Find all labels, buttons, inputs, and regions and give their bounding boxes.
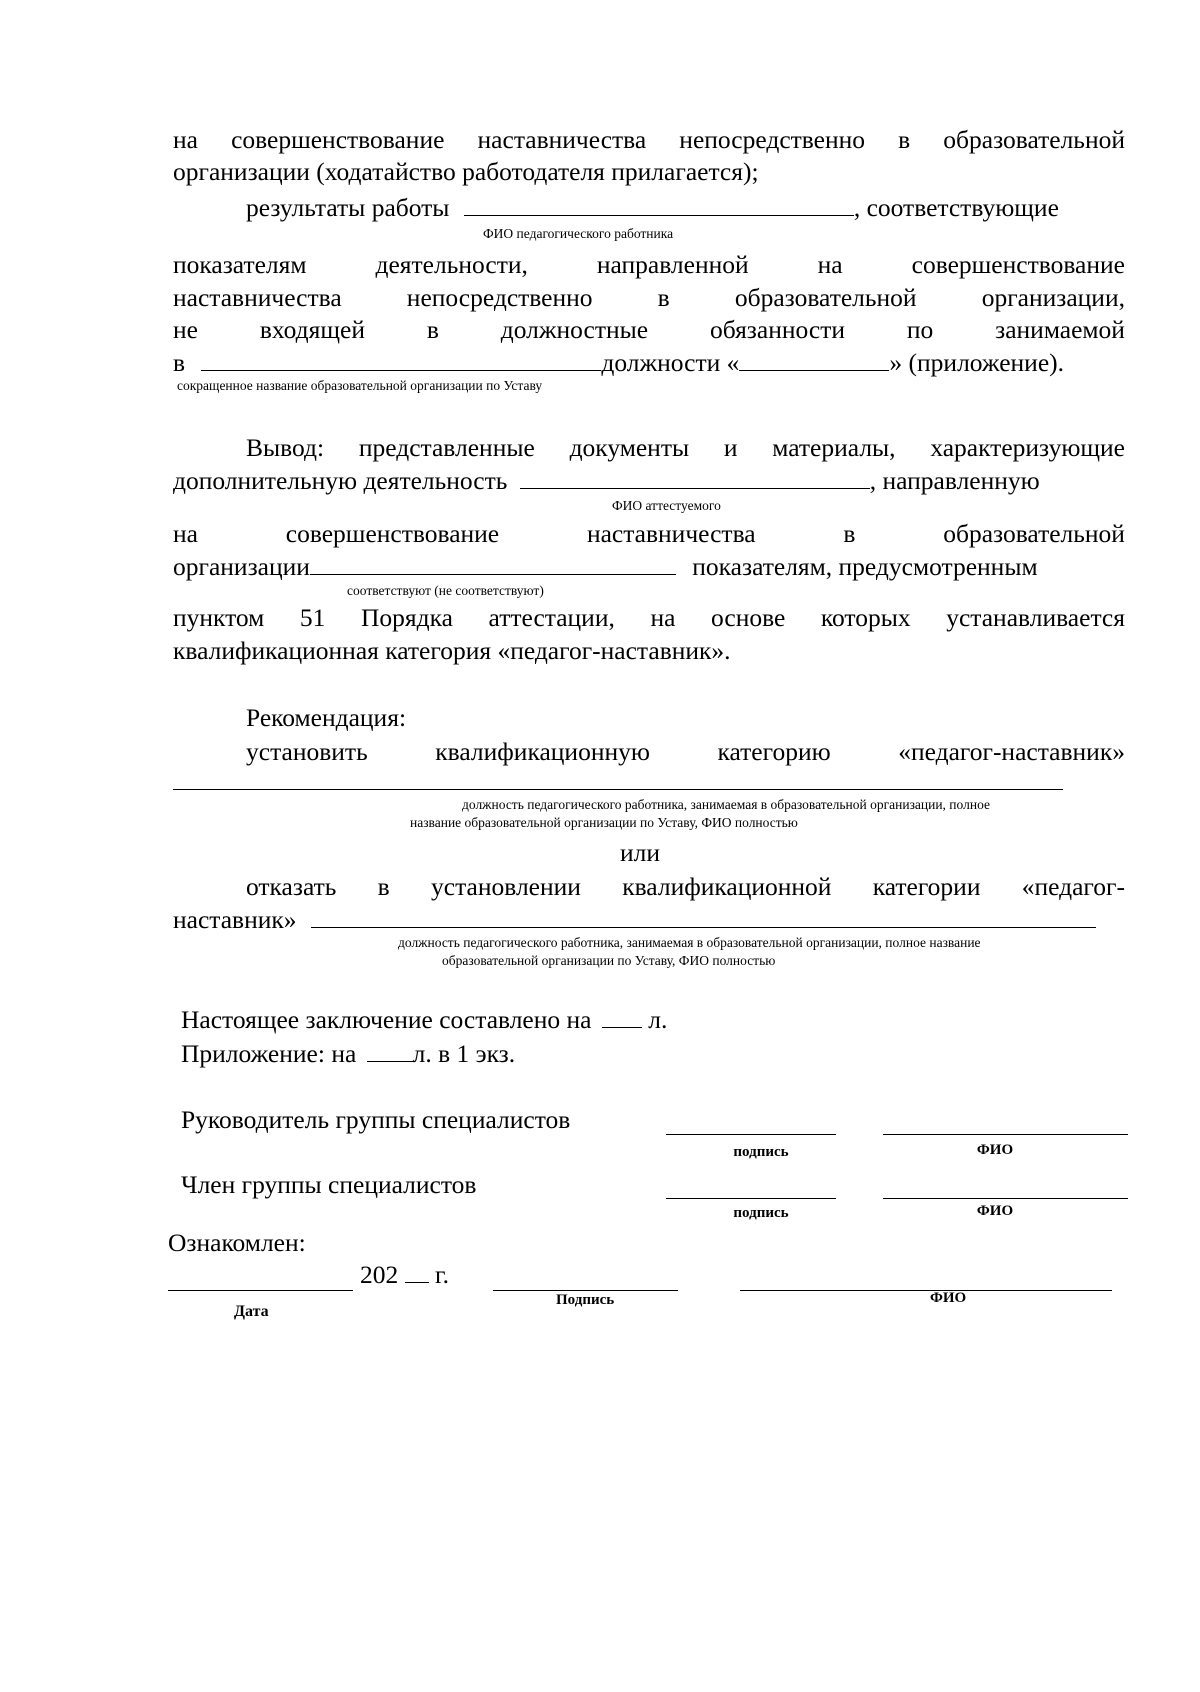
conclusion-line3: на совершенствование наставничества в образовательной xyxy=(173,519,1125,548)
member-fio-hint: ФИО xyxy=(976,1203,1014,1219)
head-fio-field[interactable] xyxy=(883,1134,1128,1135)
ack-fio-hint: ФИО xyxy=(930,1290,967,1306)
fio-teacher-field[interactable] xyxy=(464,193,854,216)
date-hint: Дата xyxy=(234,1303,269,1320)
fio-certified-field[interactable] xyxy=(520,466,870,489)
compliance-field[interactable] xyxy=(310,552,676,575)
pages-count-field[interactable] xyxy=(602,1005,642,1028)
head-of-group-label: Руководитель группы специалистов xyxy=(181,1105,571,1134)
recommendation-heading: Рекомендация: xyxy=(246,703,407,732)
acquainted-label: Ознакомлен: xyxy=(168,1228,306,1257)
hint-org-short-name: сокращенное название образовательной организации по Уставу xyxy=(177,378,543,393)
ack-signature-field[interactable] xyxy=(493,1290,678,1291)
pages-count-line: Настоящее заключение составлено на л. xyxy=(181,1005,668,1034)
recommendation-line1: установить квалификационную категорию «педагог-наставник» xyxy=(246,737,1125,766)
hint-recommend-refuse-2: образовательной организации по Уставу, ФИО полностью xyxy=(442,953,776,968)
p2-line3: наставничества непосредственно в образовательной организации, xyxy=(173,283,1125,312)
member-signature-hint: подпись xyxy=(733,1205,789,1221)
p2-line1: результаты работы , соответствующие xyxy=(246,193,1059,222)
recommendation-line2: отказать в установлении квалификационной категории «педагог- xyxy=(246,872,1125,901)
p1-line2: организации (ходатайство работодателя прилагается); xyxy=(173,157,759,186)
member-signature-field[interactable] xyxy=(666,1198,836,1199)
appendix-line: Приложение: на л. в 1 экз. xyxy=(181,1039,516,1068)
hint-recommend-set-1: должность педагогического работника, занимаемая в образовательной организации, полное xyxy=(462,797,990,812)
conclusion-line4: организации показателям, предусмотренным xyxy=(173,552,1038,581)
conclusion-line2: дополнительную деятельность , направленную xyxy=(173,466,1040,495)
head-signature-hint: подпись xyxy=(733,1144,789,1160)
hint-fio-teacher: ФИО педагогического работника xyxy=(483,226,674,241)
or-separator: или xyxy=(620,838,661,867)
conclusion-line5: пунктом 51 Порядка аттестации, на основе которых устанавливается xyxy=(173,603,1125,632)
date-field[interactable] xyxy=(168,1290,353,1291)
hint-fio-certified: ФИО аттестуемого xyxy=(612,498,721,513)
head-fio-hint: ФИО xyxy=(976,1142,1014,1158)
hint-compliance: соответствуют (не соответствуют) xyxy=(347,583,544,598)
recommend-refuse-field[interactable] xyxy=(311,905,1096,928)
position-field[interactable] xyxy=(739,348,889,371)
ack-fio-field[interactable] xyxy=(740,1290,1112,1291)
recommendation-line3: наставник» xyxy=(173,905,1096,935)
year-line: 202 г. xyxy=(360,1260,449,1289)
year-digit-field[interactable] xyxy=(405,1260,429,1283)
group-member-label: Член группы специалистов xyxy=(181,1170,477,1199)
hint-recommend-refuse-1: должность педагогического работника, занимаемая в образовательной организации, полное название xyxy=(398,935,981,950)
conclusion-line6: квалификационная категория «педагог-наставник». xyxy=(173,636,731,665)
conclusion-line1: Вывод: представленные документы и материалы, характеризующие xyxy=(246,433,1125,462)
head-signature-field[interactable] xyxy=(666,1134,836,1135)
p2-line5: в должности « » (приложение). xyxy=(173,348,1064,377)
ack-signature-hint: Подпись xyxy=(556,1292,615,1308)
org-short-name-field[interactable] xyxy=(201,348,601,371)
recommend-set-field[interactable] xyxy=(173,789,1063,790)
member-fio-field[interactable] xyxy=(883,1198,1128,1199)
p2-line4: не входящей в должностные обязанности по занимаемой xyxy=(173,315,1125,344)
p2-line2: показателям деятельности, направленной на совершенствование xyxy=(173,250,1125,279)
hint-recommend-set-2: название образовательной организации по Уставу, ФИО полностью xyxy=(410,815,798,830)
p1-line1: на совершенствование наставничества непосредственно в образовательной xyxy=(173,125,1125,154)
appendix-pages-field[interactable] xyxy=(367,1039,413,1062)
